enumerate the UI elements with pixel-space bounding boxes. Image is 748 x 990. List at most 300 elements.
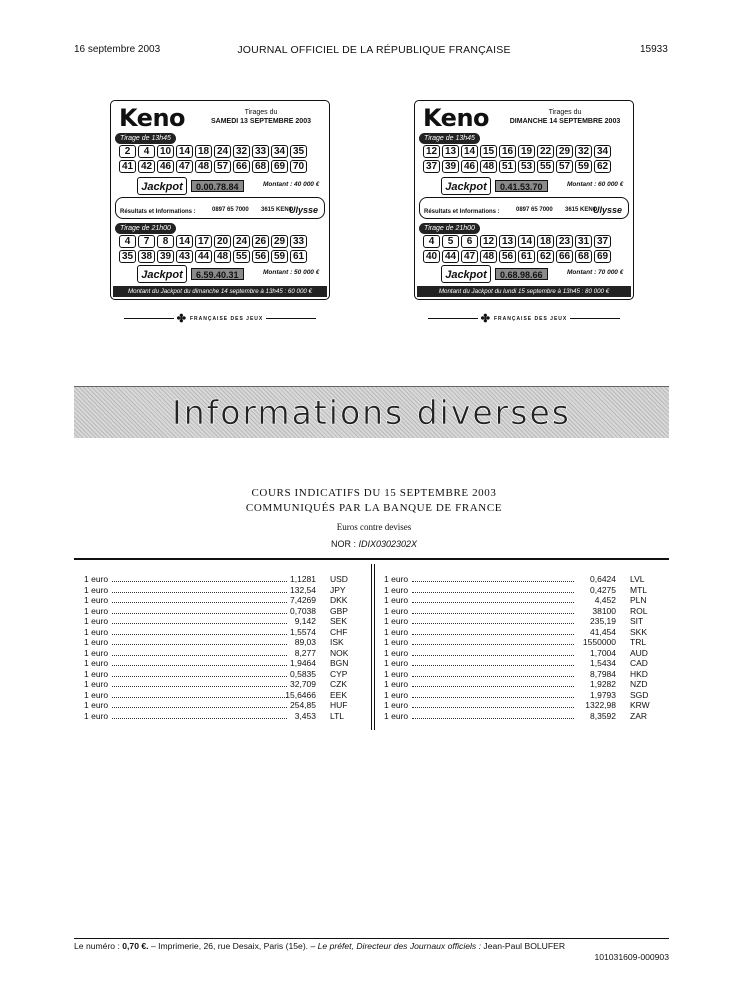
cours-heading [0, 486, 748, 516]
rate-row [84, 595, 364, 606]
jackpot-tag: Jackpot [137, 265, 187, 283]
currency-code: AUD [630, 647, 648, 658]
keno-number: 44 [442, 250, 459, 263]
currency-code: GBP [330, 605, 348, 616]
rate-row [384, 616, 664, 627]
keno-number: 13 [499, 235, 516, 248]
info-minitel: 3615 KENO [261, 207, 294, 213]
keno-number: 12 [423, 145, 440, 158]
keno-number: 40 [423, 250, 440, 263]
keno-number: 59 [271, 250, 288, 263]
rate-value: 254,85 [290, 700, 316, 710]
keno-draw2-label: Tirage de 21h00 [419, 223, 480, 234]
nor-label: NOR : [330, 539, 356, 549]
leader-dots [412, 644, 574, 645]
info-phone: 0897 65 7000 [212, 207, 249, 213]
currency-code: SGD [630, 689, 649, 700]
keno-number: 61 [518, 250, 535, 263]
keno-number: 39 [157, 250, 174, 263]
leader-dots [412, 718, 574, 719]
keno-number: 35 [290, 145, 307, 158]
keno-date [201, 108, 321, 126]
currency-code: SKK [630, 626, 648, 637]
keno-number: 57 [556, 160, 573, 173]
keno-number: 46 [461, 160, 478, 173]
keno-number: 17 [195, 235, 212, 248]
ulysse-logo: Ulysse [288, 205, 318, 215]
rate-unit: 1 euro [84, 658, 109, 668]
keno-number: 55 [537, 160, 554, 173]
keno-number: 18 [537, 235, 554, 248]
keno-number: 12 [480, 235, 497, 248]
rate-value: 1,1281 [290, 574, 316, 584]
jackpot-value: 0.00.78.84 [191, 180, 244, 192]
leader-dots [112, 613, 287, 614]
rate-row [84, 585, 364, 596]
keno-number: 57 [214, 160, 231, 173]
rate-row [384, 606, 664, 617]
keno-number: 7 [138, 235, 155, 248]
rate-value: 0,4275 [590, 584, 616, 595]
jackpot-tag: Jackpot [441, 177, 491, 195]
currency-code: USD [330, 574, 348, 584]
keno-number: 62 [594, 160, 611, 173]
rate-row [384, 595, 664, 606]
rate-value: 1322,98 [585, 700, 616, 710]
keno-number: 47 [176, 160, 193, 173]
keno-draw1-numbers [423, 145, 629, 173]
rate-row [84, 648, 364, 659]
info-label: Résultats et Informations : [424, 209, 500, 215]
rate-value: 3,453 [294, 710, 316, 721]
rate-unit: 1 euro [84, 637, 109, 647]
leader-dots [412, 665, 574, 666]
divider [266, 318, 316, 319]
currency-code: DKK [330, 595, 348, 605]
keno-number: 32 [233, 145, 250, 158]
leader-dots [412, 634, 574, 635]
rate-unit: 1 euro [384, 689, 409, 700]
cours-subtitle: Euros contre devises [336, 522, 412, 532]
leader-dots [412, 697, 574, 698]
keno-ticket-header [419, 103, 629, 133]
clover-icon: ✤ [176, 313, 187, 325]
clover-icon: ✤ [480, 313, 491, 325]
rate-unit: 1 euro [84, 710, 109, 721]
currency-code: ROL [630, 605, 648, 616]
keno-number: 5 [442, 235, 459, 248]
rate-unit: 1 euro [84, 626, 109, 637]
leader-dots [112, 644, 287, 645]
rate-unit: 1 euro [84, 668, 109, 679]
currency-code: CZK [330, 679, 347, 689]
rate-value: 89,03 [294, 637, 316, 647]
rate-unit: 1 euro [84, 595, 109, 605]
keno-draw2-jackpot [137, 265, 327, 285]
keno-number: 29 [556, 145, 573, 158]
keno-number: 37 [423, 160, 440, 173]
nor-value: IDIX0302302X [358, 539, 418, 549]
info-minitel: 3615 KENO [565, 207, 598, 213]
info-label: Résultats et Informations : [120, 209, 196, 215]
rate-unit: 1 euro [84, 605, 109, 616]
rate-unit: 1 euro [384, 700, 409, 710]
keno-date [505, 108, 625, 126]
keno-number: 32 [575, 145, 592, 158]
fdj-label: FRANÇAISE DES JEUX [493, 315, 568, 322]
leader-dots [412, 686, 574, 687]
rate-value: 1,9464 [290, 658, 316, 668]
keno-number: 14 [176, 235, 193, 248]
footer-imprimerie: – Imprimerie, 26, rue Desaix, Paris (15e). [150, 941, 309, 951]
rate-row [84, 690, 364, 701]
keno-next-jackpot-banner: Montant du Jackpot du dimanche 14 septembre à 13h45 : 60 000 € [113, 286, 327, 297]
rate-value: 1,5574 [290, 626, 316, 637]
keno-number: 41 [119, 160, 136, 173]
currency-code: HKD [630, 668, 648, 679]
keno-number: 29 [271, 235, 288, 248]
rate-row [384, 700, 664, 711]
keno-draw1-label: Tirage de 13h45 [115, 133, 176, 144]
keno-number: 2 [119, 145, 136, 158]
header-page-number: 15933 [640, 44, 668, 55]
rate-unit: 1 euro [384, 605, 409, 616]
leader-dots [112, 602, 287, 603]
currency-code: CYP [330, 668, 348, 679]
rate-value: 4,452 [594, 595, 616, 605]
leader-dots [412, 707, 574, 708]
keno-number: 66 [233, 160, 250, 173]
nor-reference [0, 539, 748, 549]
leader-dots [112, 686, 287, 687]
keno-number: 33 [290, 235, 307, 248]
keno-number: 13 [442, 145, 459, 158]
rate-row [84, 700, 364, 711]
currency-code: CAD [630, 658, 648, 668]
section-banner [74, 386, 669, 438]
jackpot-value: 0.41.53.70 [495, 180, 548, 192]
leader-dots [112, 707, 287, 708]
rate-row [384, 679, 664, 690]
leader-dots [112, 665, 287, 666]
currency-code: ISK [330, 637, 344, 647]
rate-value: 0,7038 [290, 605, 316, 616]
leader-dots [412, 655, 574, 656]
rate-value: 1,7004 [590, 647, 616, 658]
currency-code: KRW [630, 700, 650, 710]
currency-code: MTL [630, 584, 647, 595]
keno-number: 22 [537, 145, 554, 158]
keno-number: 42 [138, 160, 155, 173]
rate-unit: 1 euro [84, 700, 109, 710]
keno-draw1-numbers [119, 145, 325, 173]
keno-info-line [115, 197, 325, 219]
rate-row [84, 711, 364, 722]
rate-value: 235,19 [590, 616, 616, 626]
keno-logo: Keno [119, 104, 186, 132]
keno-number: 59 [575, 160, 592, 173]
keno-info-line [419, 197, 629, 219]
info-phone: 0897 65 7000 [516, 207, 553, 213]
rate-row [384, 711, 664, 722]
keno-ticket-header [115, 103, 325, 133]
keno-number: 62 [537, 250, 554, 263]
rate-value: 132,54 [290, 584, 316, 595]
keno-date-value: DIMANCHE 14 SEPTEMBRE 2003 [509, 118, 621, 125]
leader-dots [412, 623, 574, 624]
keno-number: 20 [214, 235, 231, 248]
rate-unit: 1 euro [384, 668, 409, 679]
keno-number: 55 [233, 250, 250, 263]
keno-number: 33 [252, 145, 269, 158]
currency-code: SIT [630, 616, 644, 626]
keno-number: 19 [518, 145, 535, 158]
keno-number: 44 [195, 250, 212, 263]
leader-dots [412, 613, 574, 614]
divider [570, 318, 620, 319]
rate-value: 8,277 [294, 647, 316, 658]
keno-number: 56 [499, 250, 516, 263]
currency-code: LVL [630, 574, 645, 584]
currency-code: TRL [630, 637, 647, 647]
cours-line-2: COMMUNIQUÉS PAR LA BANQUE DE FRANCE [245, 502, 503, 514]
keno-ticket-saturday [110, 100, 330, 325]
keno-draw2-label: Tirage de 21h00 [115, 223, 176, 234]
keno-number: 47 [461, 250, 478, 263]
keno-number: 14 [461, 145, 478, 158]
rate-value: 8,7984 [590, 668, 616, 679]
fdj-label: FRANÇAISE DES JEUX [189, 315, 264, 322]
keno-number: 4 [423, 235, 440, 248]
keno-number: 18 [195, 145, 212, 158]
keno-number: 56 [252, 250, 269, 263]
header-journal-title: JOURNAL OFFICIEL DE LA RÉPUBLIQUE FRANÇAISE [237, 44, 511, 56]
keno-number: 51 [499, 160, 516, 173]
jackpot-montant: Montant : 50 000 € [263, 269, 320, 276]
header-date: 16 septembre 2003 [74, 44, 161, 55]
keno-ticket-frame [110, 100, 330, 300]
currency-code: NOK [330, 647, 349, 658]
fdj-signature [110, 306, 330, 325]
keno-ticket-frame [414, 100, 634, 300]
rate-unit: 1 euro [384, 658, 409, 668]
keno-number: 26 [252, 235, 269, 248]
rate-unit: 1 euro [84, 689, 109, 700]
currency-code: PLN [630, 595, 647, 605]
keno-date-value: SAMEDI 13 SEPTEMBRE 2003 [211, 118, 311, 125]
keno-logo: Keno [423, 104, 490, 132]
currency-code: HUF [330, 700, 348, 710]
footer-price: 0,70 €. [122, 941, 149, 951]
rate-value: 1550000 [582, 637, 616, 647]
rate-value: 1,5434 [590, 658, 616, 668]
keno-number: 70 [290, 160, 307, 173]
rate-unit: 1 euro [384, 574, 409, 584]
column-divider [371, 564, 375, 730]
rate-row [84, 616, 364, 627]
section-title: Informations diverses [172, 393, 571, 432]
keno-number: 31 [575, 235, 592, 248]
rate-row [384, 585, 664, 596]
keno-draw2-numbers [423, 235, 629, 263]
jackpot-montant: Montant : 40 000 € [263, 181, 320, 188]
keno-number: 61 [290, 250, 307, 263]
ulysse-logo: Ulysse [592, 205, 622, 215]
keno-number: 14 [176, 145, 193, 158]
divider [124, 318, 174, 319]
leader-dots [112, 634, 287, 635]
rate-value: 0,5835 [290, 668, 316, 679]
rates-column-left [84, 574, 364, 721]
keno-number: 15 [480, 145, 497, 158]
leader-dots [112, 655, 287, 656]
keno-number: 68 [575, 250, 592, 263]
keno-number: 16 [499, 145, 516, 158]
footer-numero-label: Le numéro : [74, 941, 120, 951]
rate-unit: 1 euro [84, 574, 109, 584]
keno-ticket-sunday [414, 100, 634, 325]
rate-value: 1,9793 [590, 689, 616, 700]
currency-code: EEK [330, 689, 348, 700]
jackpot-value: 0.68.98.66 [495, 268, 548, 280]
keno-number: 8 [157, 235, 174, 248]
keno-number: 34 [271, 145, 288, 158]
keno-number: 6 [461, 235, 478, 248]
rate-row [384, 658, 664, 669]
keno-number: 24 [233, 235, 250, 248]
rate-unit: 1 euro [384, 595, 409, 605]
leader-dots [412, 581, 574, 582]
rate-unit: 1 euro [84, 584, 109, 595]
keno-number: 35 [119, 250, 136, 263]
rate-row [84, 606, 364, 617]
keno-tirages-label: Tirages du [548, 109, 582, 116]
leader-dots [412, 676, 574, 677]
keno-number: 68 [252, 160, 269, 173]
jackpot-montant: Montant : 60 000 € [567, 181, 624, 188]
rate-row [84, 679, 364, 690]
keno-number: 4 [138, 145, 155, 158]
footer-imprint [74, 941, 669, 951]
rate-value: 0,6424 [590, 574, 616, 584]
keno-number: 48 [214, 250, 231, 263]
currency-code: LTL [330, 710, 345, 721]
divider [428, 318, 478, 319]
keno-number: 23 [556, 235, 573, 248]
jackpot-tag: Jackpot [137, 177, 187, 195]
leader-dots [412, 602, 574, 603]
rate-row [84, 574, 364, 585]
leader-dots [112, 623, 287, 624]
keno-number: 48 [480, 160, 497, 173]
rate-unit: 1 euro [84, 679, 109, 689]
rate-row [84, 627, 364, 638]
footer-prefet: – Le préfet, Directeur des Journaux officiels : [310, 941, 481, 951]
keno-number: 46 [157, 160, 174, 173]
keno-draw1-jackpot [441, 177, 631, 197]
keno-number: 53 [518, 160, 535, 173]
rate-unit: 1 euro [384, 626, 409, 637]
keno-draw2-jackpot [441, 265, 631, 285]
rate-row [384, 648, 664, 659]
fdj-signature [414, 306, 634, 325]
currency-code: NZD [630, 679, 648, 689]
rate-unit: 1 euro [384, 616, 409, 626]
rate-value: 15,6466 [285, 689, 316, 700]
rate-row [384, 574, 664, 585]
rate-unit: 1 euro [84, 616, 109, 626]
rate-unit: 1 euro [384, 679, 409, 689]
keno-number: 66 [556, 250, 573, 263]
rate-unit: 1 euro [384, 584, 409, 595]
leader-dots [112, 592, 287, 593]
rate-value: 7,4269 [290, 595, 316, 605]
keno-number: 48 [195, 160, 212, 173]
leader-dots [112, 581, 287, 582]
leader-dots [112, 697, 287, 698]
rate-row [84, 658, 364, 669]
keno-number: 34 [594, 145, 611, 158]
rate-unit: 1 euro [384, 710, 409, 721]
keno-tirages-label: Tirages du [244, 109, 278, 116]
exchange-rates-table [74, 558, 669, 732]
leader-dots [112, 718, 287, 719]
currency-code: CHF [330, 626, 348, 637]
leader-dots [412, 592, 574, 593]
footer-director: Jean-Paul BOLUFER [483, 941, 566, 951]
rate-row [384, 669, 664, 680]
jackpot-value: 6.59.40.31 [191, 268, 244, 280]
jackpot-montant: Montant : 70 000 € [567, 269, 624, 276]
jackpot-tag: Jackpot [441, 265, 491, 283]
keno-number: 39 [442, 160, 459, 173]
keno-number: 24 [214, 145, 231, 158]
keno-number: 69 [271, 160, 288, 173]
keno-next-jackpot-banner: Montant du Jackpot du lundi 15 septembre à 13h45 : 80 000 € [417, 286, 631, 297]
keno-number: 4 [119, 235, 136, 248]
rates-column-right [384, 574, 664, 721]
rate-value: 32,709 [290, 679, 316, 689]
rate-row [84, 669, 364, 680]
keno-number: 38 [138, 250, 155, 263]
keno-draw1-label: Tirage de 13h45 [419, 133, 480, 144]
keno-number: 69 [594, 250, 611, 263]
keno-draw1-jackpot [137, 177, 327, 197]
currency-code: BGN [330, 658, 349, 668]
rate-value: 41,454 [590, 626, 616, 637]
rate-value: 38100 [592, 605, 616, 616]
keno-number: 37 [594, 235, 611, 248]
rate-value: 8,3592 [590, 710, 616, 721]
rate-unit: 1 euro [384, 647, 409, 658]
currency-code: ZAR [630, 710, 647, 721]
cours-line-1: COURS INDICATIFS DU 15 SEPTEMBRE 2003 [251, 487, 497, 499]
rate-row [84, 637, 364, 648]
currency-code: SEK [330, 616, 348, 626]
keno-number: 10 [157, 145, 174, 158]
rate-row [384, 690, 664, 701]
keno-number: 43 [176, 250, 193, 263]
rate-unit: 1 euro [84, 647, 109, 658]
rate-value: 1,9282 [590, 679, 616, 689]
leader-dots [112, 676, 287, 677]
rate-unit: 1 euro [384, 637, 409, 647]
keno-draw2-numbers [119, 235, 325, 263]
rate-row [384, 627, 664, 638]
rate-row [384, 637, 664, 648]
footer-document-id: 101031609-000903 [594, 952, 669, 962]
keno-number: 48 [480, 250, 497, 263]
